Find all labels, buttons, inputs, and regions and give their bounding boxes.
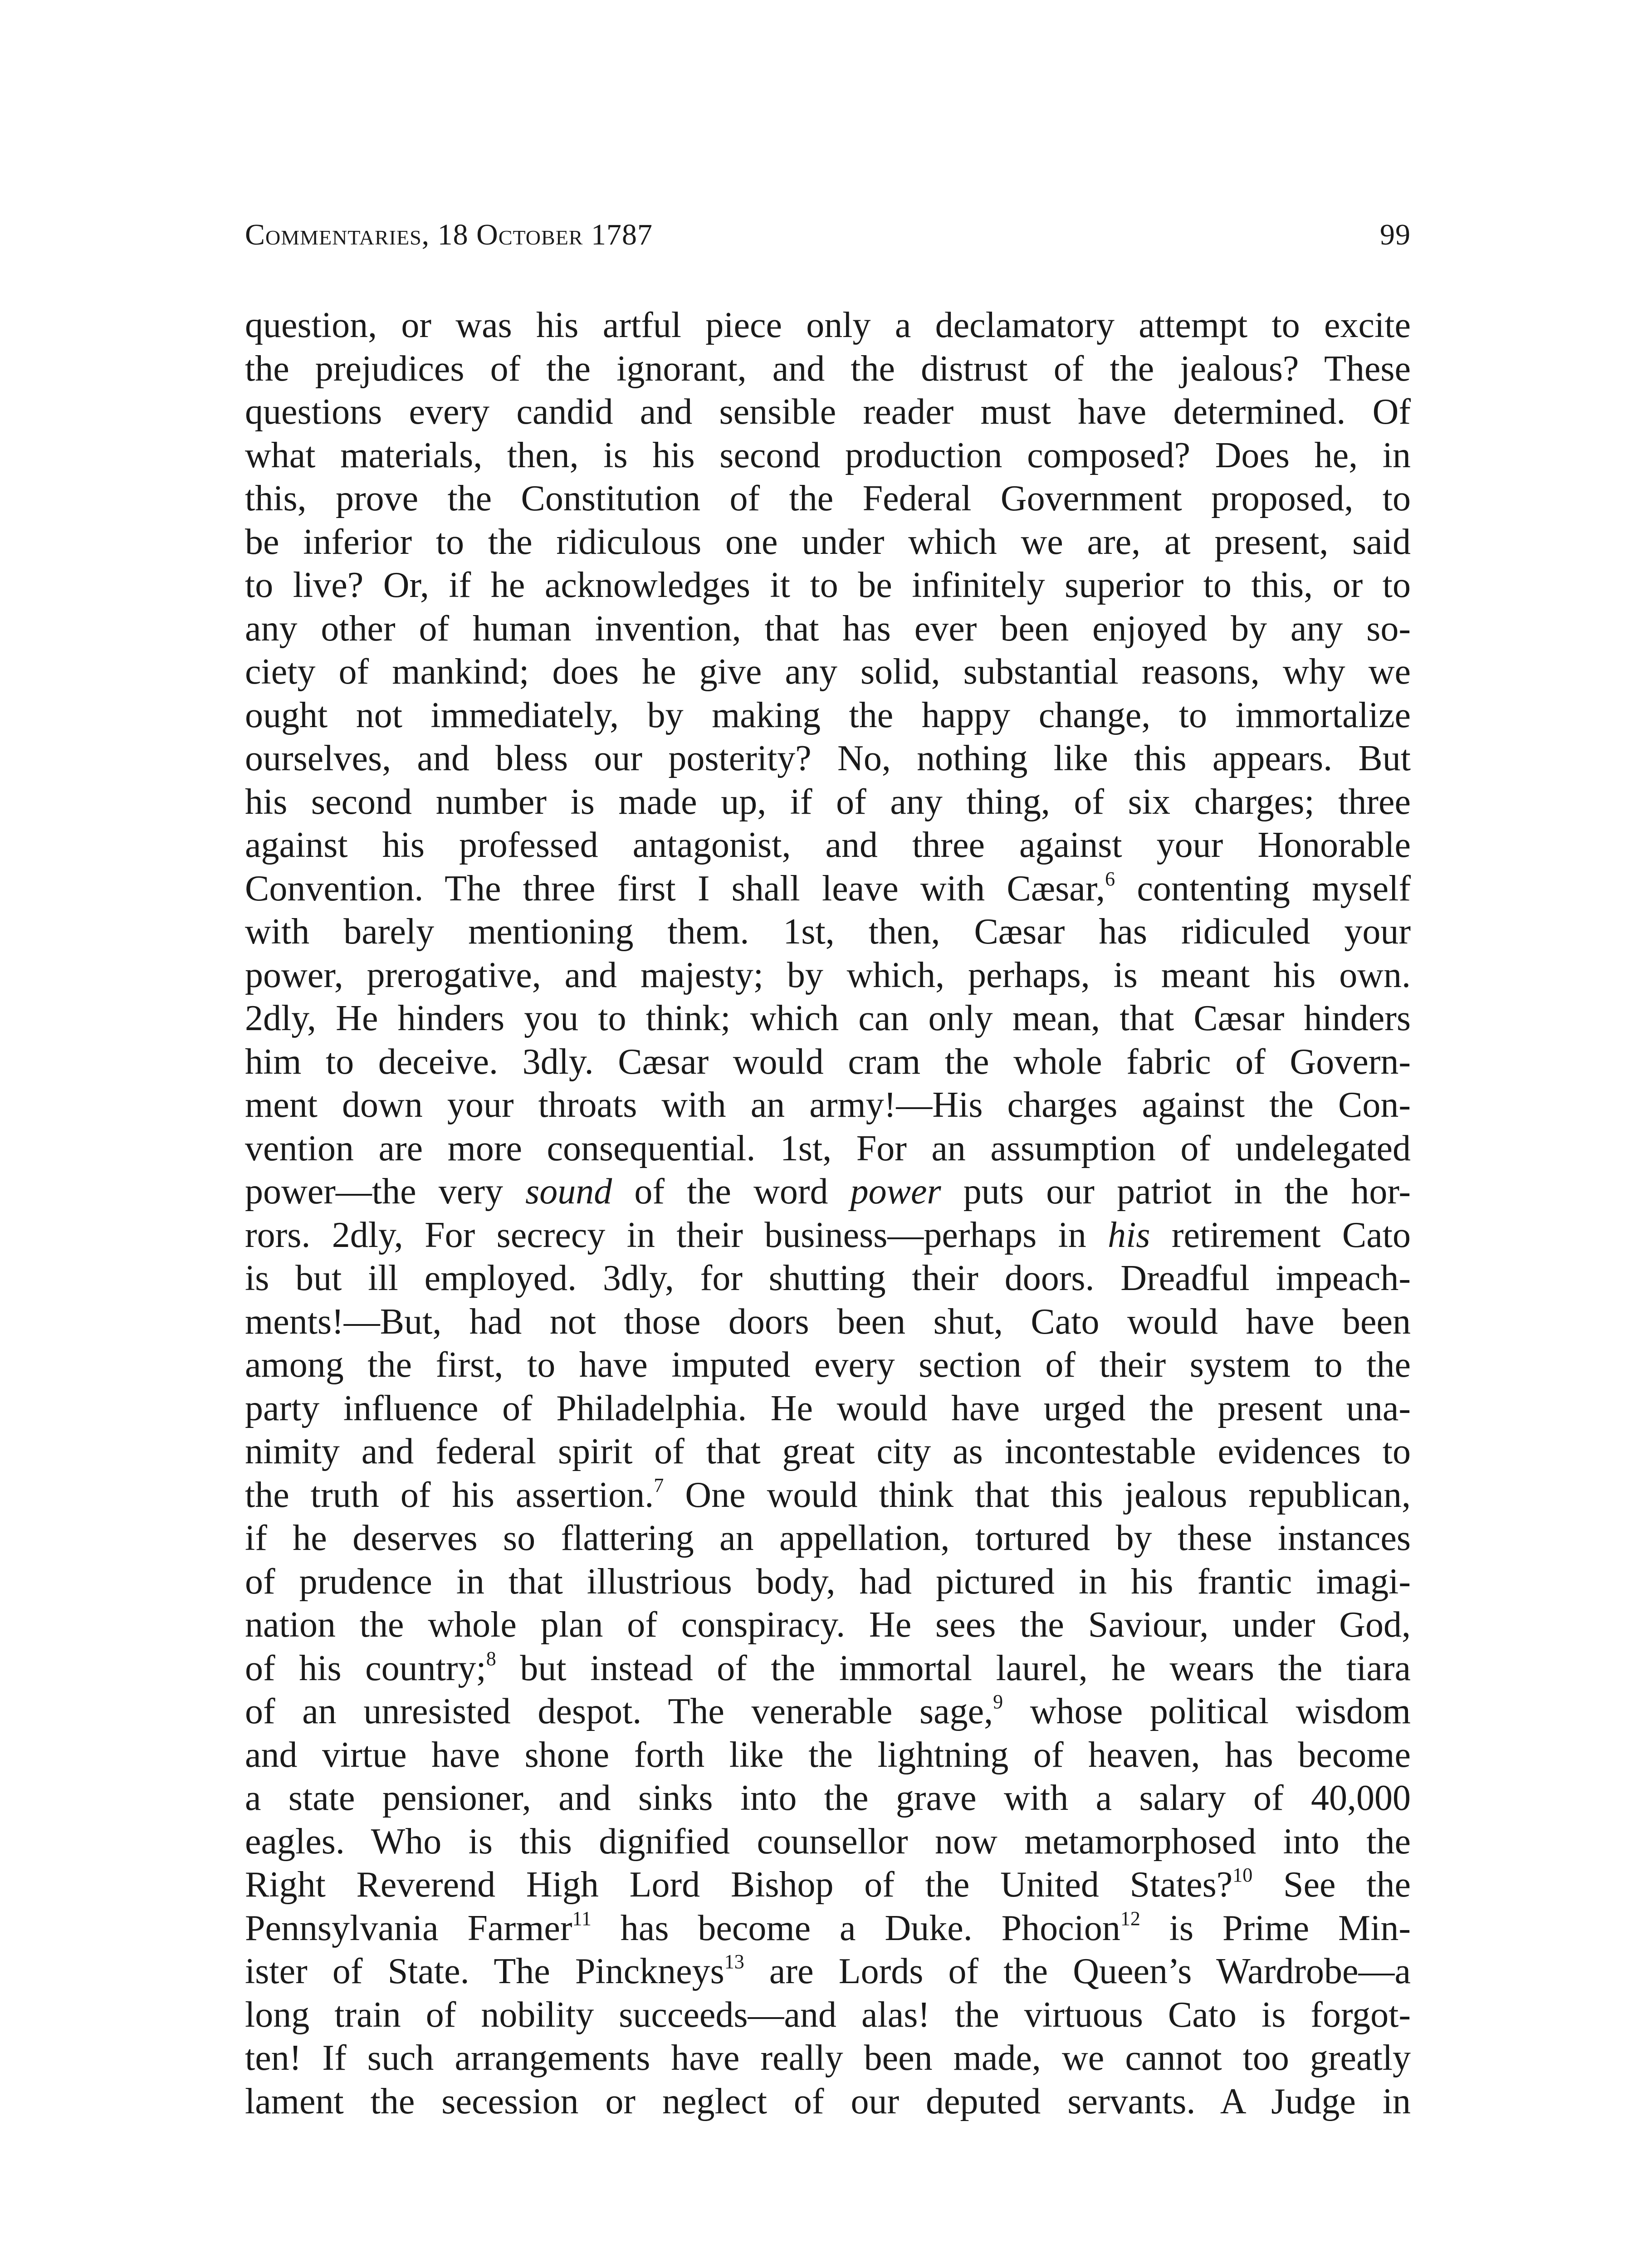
page-number: 99 bbox=[1380, 218, 1411, 251]
text-line: his second number is made up, if of any thing, of six charges; three bbox=[245, 782, 1411, 822]
text-line bbox=[245, 1214, 1411, 1257]
running-head bbox=[245, 218, 1411, 268]
body-text bbox=[245, 304, 1411, 2123]
footnote-ref: 11 bbox=[572, 1907, 592, 1930]
text-line: nimity and federal spirit of that great city as incontestable evidences to bbox=[245, 1432, 1411, 1471]
text-line: with barely mentioning them. 1st, then, Cæsar has ridiculed your bbox=[245, 912, 1411, 952]
footnote-ref: 10 bbox=[1232, 1864, 1253, 1886]
text-line bbox=[245, 1907, 1411, 1950]
text-line: eagles. Who is this dignified counsellor now metamorphosed into the bbox=[245, 1821, 1411, 1862]
text-line: this, prove the Constitution of the Federal Government proposed, to bbox=[245, 479, 1411, 518]
italic-word: power bbox=[850, 1172, 941, 1212]
footnote-ref: 9 bbox=[993, 1691, 1003, 1713]
text-segment: rors. 2dly, For secrecy in their business—perhaps in bbox=[245, 1215, 1108, 1255]
text-line: 2dly, He hinders you to think; which can only mean, that Cæsar hinders bbox=[245, 998, 1411, 1038]
text-line: of prudence in that illustrious body, had pictured in his frantic imagi- bbox=[245, 1561, 1411, 1602]
italic-word: his bbox=[1108, 1215, 1150, 1255]
text-line: be inferior to the ridiculous one under which we are, at present, said bbox=[245, 522, 1411, 562]
text-segment: One would think that this jealous republican, bbox=[664, 1475, 1411, 1515]
text-segment: Convention. The three first I shall leave with Cæsar, bbox=[245, 868, 1105, 909]
text-line: against his professed antagonist, and three against your Honorable bbox=[245, 825, 1411, 865]
text-line: among the first, to have imputed every section of their system to the bbox=[245, 1345, 1411, 1385]
text-line bbox=[245, 1950, 1411, 1994]
text-line: any other of human invention, that has ever been enjoyed by any so- bbox=[245, 608, 1411, 649]
text-line: ments!—But, had not those doors been shut, Cato would have been bbox=[245, 1301, 1411, 1342]
text-segment: Pennsylvania Farmer bbox=[245, 1908, 572, 1948]
text-line bbox=[245, 1690, 1411, 1734]
text-line: lament the secession or neglect of our deputed servants. A Judge in bbox=[245, 2081, 1411, 2121]
footnote-ref: 12 bbox=[1120, 1907, 1140, 1930]
text-line bbox=[245, 1863, 1411, 1907]
text-line: if he deserves so flattering an appellation, tortured by these instances bbox=[245, 1518, 1411, 1558]
text-line: the prejudices of the ignorant, and the distrust of the jealous? These bbox=[245, 348, 1411, 389]
text-line: ciety of mankind; does he give any solid, substantial reasons, why we bbox=[245, 652, 1411, 692]
text-line: is but ill employed. 3dly, for shutting their doors. Dreadful impeach- bbox=[245, 1258, 1411, 1298]
text-segment: the truth of his assertion. bbox=[245, 1475, 654, 1515]
text-segment: of an unresisted despot. The venerable sage, bbox=[245, 1691, 993, 1731]
text-line: him to deceive. 3dly. Cæsar would cram the whole fabric of Govern- bbox=[245, 1041, 1411, 1082]
text-line: long train of nobility succeeds—and alas! the virtuous Cato is forgot- bbox=[245, 1994, 1411, 2035]
text-segment: of the word bbox=[612, 1172, 851, 1212]
text-line: what materials, then, is his second production composed? Does he, in bbox=[245, 435, 1411, 475]
text-line: ment down your throats with an army!—His charges against the Con- bbox=[245, 1085, 1411, 1125]
text-segment: power—the very bbox=[245, 1172, 526, 1212]
text-segment: of his country; bbox=[245, 1648, 486, 1688]
text-line bbox=[245, 1647, 1411, 1691]
text-line: nation the whole plan of conspiracy. He sees the Saviour, under God, bbox=[245, 1605, 1411, 1645]
text-line bbox=[245, 1474, 1411, 1517]
text-segment: whose political wisdom bbox=[1003, 1691, 1411, 1731]
text-segment: are Lords of the Queen’s Wardrobe—a bbox=[744, 1951, 1411, 1991]
text-segment: is Prime Min- bbox=[1140, 1908, 1411, 1948]
text-segment: has become a Duke. Phocion bbox=[591, 1908, 1120, 1948]
text-line: questions every candid and sensible reader must have determined. Of bbox=[245, 392, 1411, 432]
footnote-ref: 13 bbox=[724, 1950, 744, 1973]
text-line bbox=[245, 867, 1411, 911]
text-segment: Right Reverend High Lord Bishop of the United States? bbox=[245, 1865, 1233, 1905]
text-line: and virtue have shone forth like the lightning of heaven, has become bbox=[245, 1735, 1411, 1775]
italic-word: sound bbox=[525, 1172, 612, 1212]
text-line: ten! If such arrangements have really been made, we cannot too greatly bbox=[245, 2038, 1411, 2078]
footnote-ref: 7 bbox=[654, 1474, 664, 1496]
text-segment: but instead of the immortal laurel, he wears the tiara bbox=[496, 1648, 1411, 1688]
page bbox=[245, 218, 1411, 2123]
text-segment: contenting myself bbox=[1115, 868, 1411, 909]
text-line: party influence of Philadelphia. He would have urged the present una- bbox=[245, 1388, 1411, 1428]
text-line bbox=[245, 1170, 1411, 1214]
running-head-title: Commentaries, 18 October 1787 bbox=[245, 218, 653, 251]
text-segment: puts our patriot in the hor- bbox=[941, 1172, 1411, 1212]
text-line: ourselves, and bless our posterity? No, nothing like this appears. But bbox=[245, 738, 1411, 778]
text-line: to live? Or, if he acknowledges it to be infinitely superior to this, or to bbox=[245, 565, 1411, 605]
text-line: ought not immediately, by making the happy change, to immortalize bbox=[245, 695, 1411, 735]
text-line: vention are more consequential. 1st, For an assumption of undelegated bbox=[245, 1128, 1411, 1168]
text-line: a state pensioner, and sinks into the grave with a salary of 40,000 bbox=[245, 1778, 1411, 1818]
text-segment: ister of State. The Pinckneys bbox=[245, 1951, 724, 1991]
text-segment: See the bbox=[1252, 1865, 1411, 1905]
text-line: question, or was his artful piece only a declamatory attempt to excite bbox=[245, 305, 1411, 345]
text-segment: retirement Cato bbox=[1150, 1215, 1411, 1255]
footnote-ref: 8 bbox=[486, 1647, 496, 1670]
text-line: power, prerogative, and majesty; by which, perhaps, is meant his own. bbox=[245, 955, 1411, 995]
footnote-ref: 6 bbox=[1105, 867, 1115, 890]
